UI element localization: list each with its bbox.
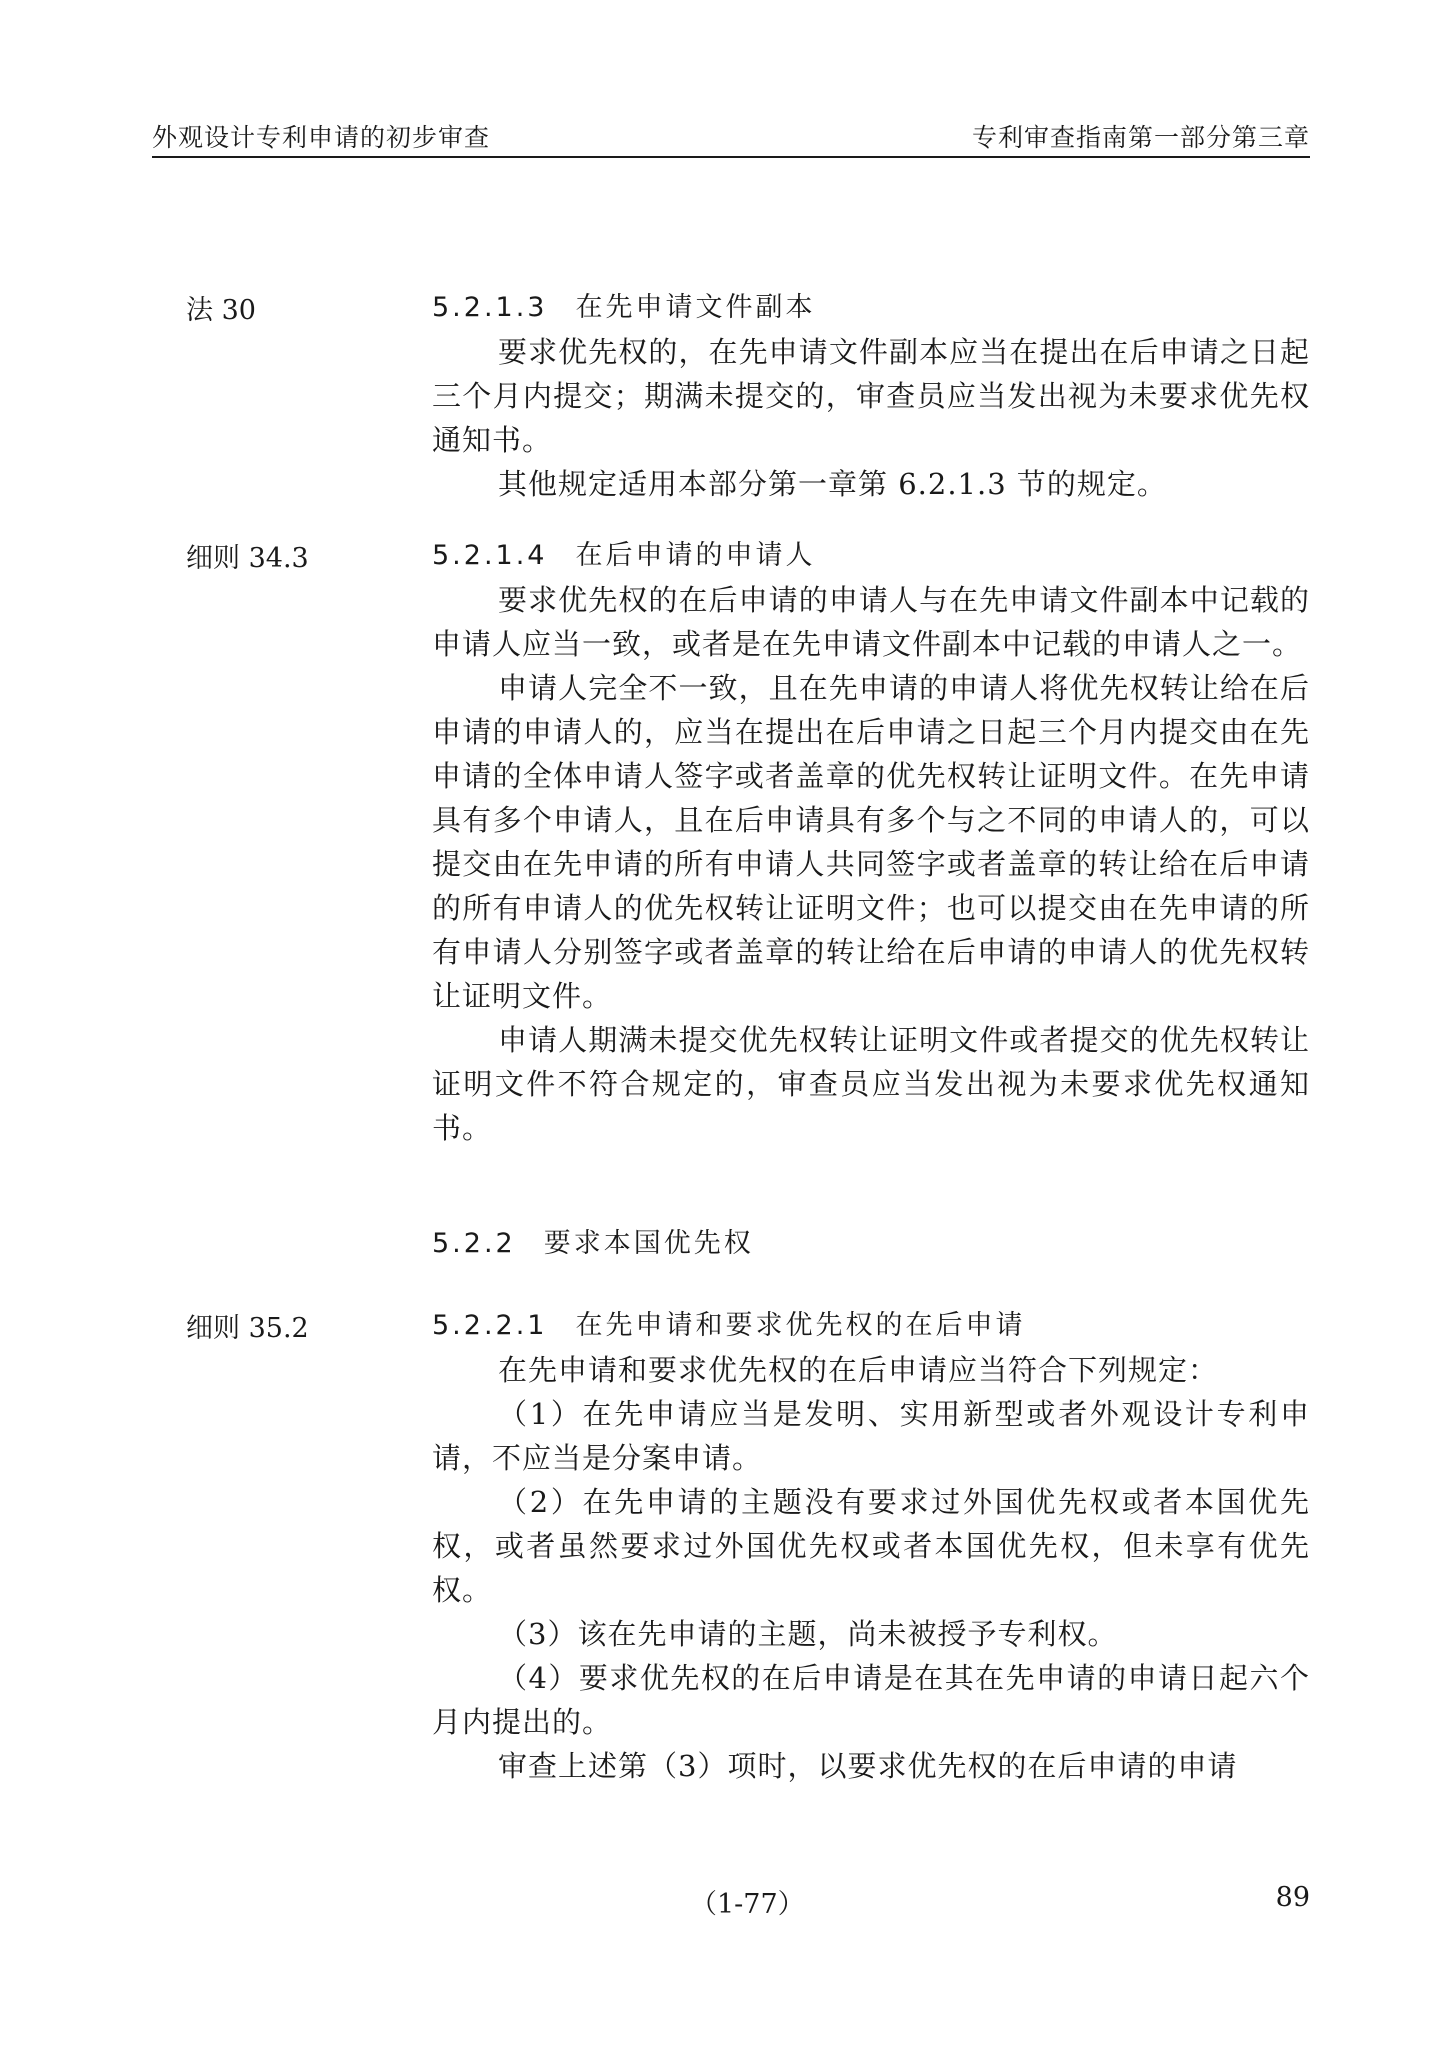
list-item: （4）要求优先权的在后申请是在其在先申请的申请日起六个月内提出的。: [432, 1661, 1310, 1739]
section-5-2-1-4: [432, 534, 1310, 1150]
section-number: 5.2.1.3: [432, 292, 548, 323]
section-title: 要求本国优先权: [543, 1228, 754, 1259]
list-item: （3）该在先申请的主题，尚未被授予专利权。: [498, 1617, 1118, 1651]
section-number: 5.2.2.1: [432, 1310, 548, 1341]
section-heading: [432, 1222, 1310, 1266]
paragraph: 在先申请和要求优先权的在后申请应当符合下列规定：: [498, 1353, 1219, 1387]
margin-note-law-30: 法 30: [186, 295, 256, 326]
list-item: （2）在先申请的主题没有要求过外国优先权或者本国优先权，或者虽然要求过外国优先权或者本国优先权，但未享有优先权。: [432, 1485, 1310, 1607]
header-chapter-title: 外观设计专利申请的初步审查: [152, 123, 491, 152]
section-number: 5.2.1.4: [432, 540, 548, 571]
section-heading: [432, 1304, 1310, 1348]
section-title: 在后申请的申请人: [575, 540, 816, 571]
paragraph: 要求优先权的在后申请的申请人与在先申请文件副本中记载的申请人应当一致，或者是在先申请文件副本中记载的申请人之一。: [432, 583, 1310, 661]
section-heading: [432, 286, 1310, 330]
paragraph: 其他规定适用本部分第一章第 6.2.1.3 节的规定。: [498, 467, 1167, 501]
header-guide-title: 专利审查指南第一部分第三章: [971, 123, 1310, 152]
section-number: 5.2.2: [432, 1228, 516, 1259]
section-title: 在先申请和要求优先权的在后申请: [575, 1310, 1026, 1341]
section-5-2-2-1: [432, 1304, 1310, 1788]
margin-note-rule-35-2: 细则 35.2: [186, 1313, 309, 1344]
section-heading: [432, 534, 1310, 578]
paragraph: 申请人期满未提交优先权转让证明文件或者提交的优先权转让证明文件不符合规定的，审查员应当发出视为未要求优先权通知书。: [432, 1023, 1310, 1145]
footer-section-page: （1-77）: [690, 1889, 805, 1920]
paragraph: 申请人完全不一致，且在先申请的申请人将优先权转让给在后申请的申请人的，应当在提出在后申请之日起三个月内提交由在先申请的全体申请人签字或者盖章的优先权转让证明文件。在先申请具有多个申请人，且在后申请具有多个与之不同的申请人的，可以提交由在先申请的所有申请人共同签字或者盖章的转让给在后申请的所有申请人的优先权转让证明文件；也可以提交由在先申请的所有申请人分别签字或者盖章的转让给在后申请的申请人的优先权转让证明文件。: [432, 671, 1310, 1013]
margin-note-rule-34-3: 细则 34.3: [186, 543, 309, 574]
paragraph: 审查上述第（3）项时，以要求优先权的在后申请的申请: [498, 1749, 1238, 1783]
page-number: 89: [1275, 1882, 1310, 1913]
paragraph: 要求优先权的，在先申请文件副本应当在提出在后申请之日起三个月内提交；期满未提交的，审查员应当发出视为未要求优先权通知书。: [432, 335, 1310, 457]
section-title: 在先申请文件副本: [575, 292, 816, 323]
running-header: [152, 110, 1310, 158]
section-5-2-1-3: [432, 286, 1310, 506]
list-item: （1）在先申请应当是发明、实用新型或者外观设计专利申请，不应当是分案申请。: [432, 1397, 1310, 1475]
section-5-2-2: [432, 1222, 1310, 1266]
